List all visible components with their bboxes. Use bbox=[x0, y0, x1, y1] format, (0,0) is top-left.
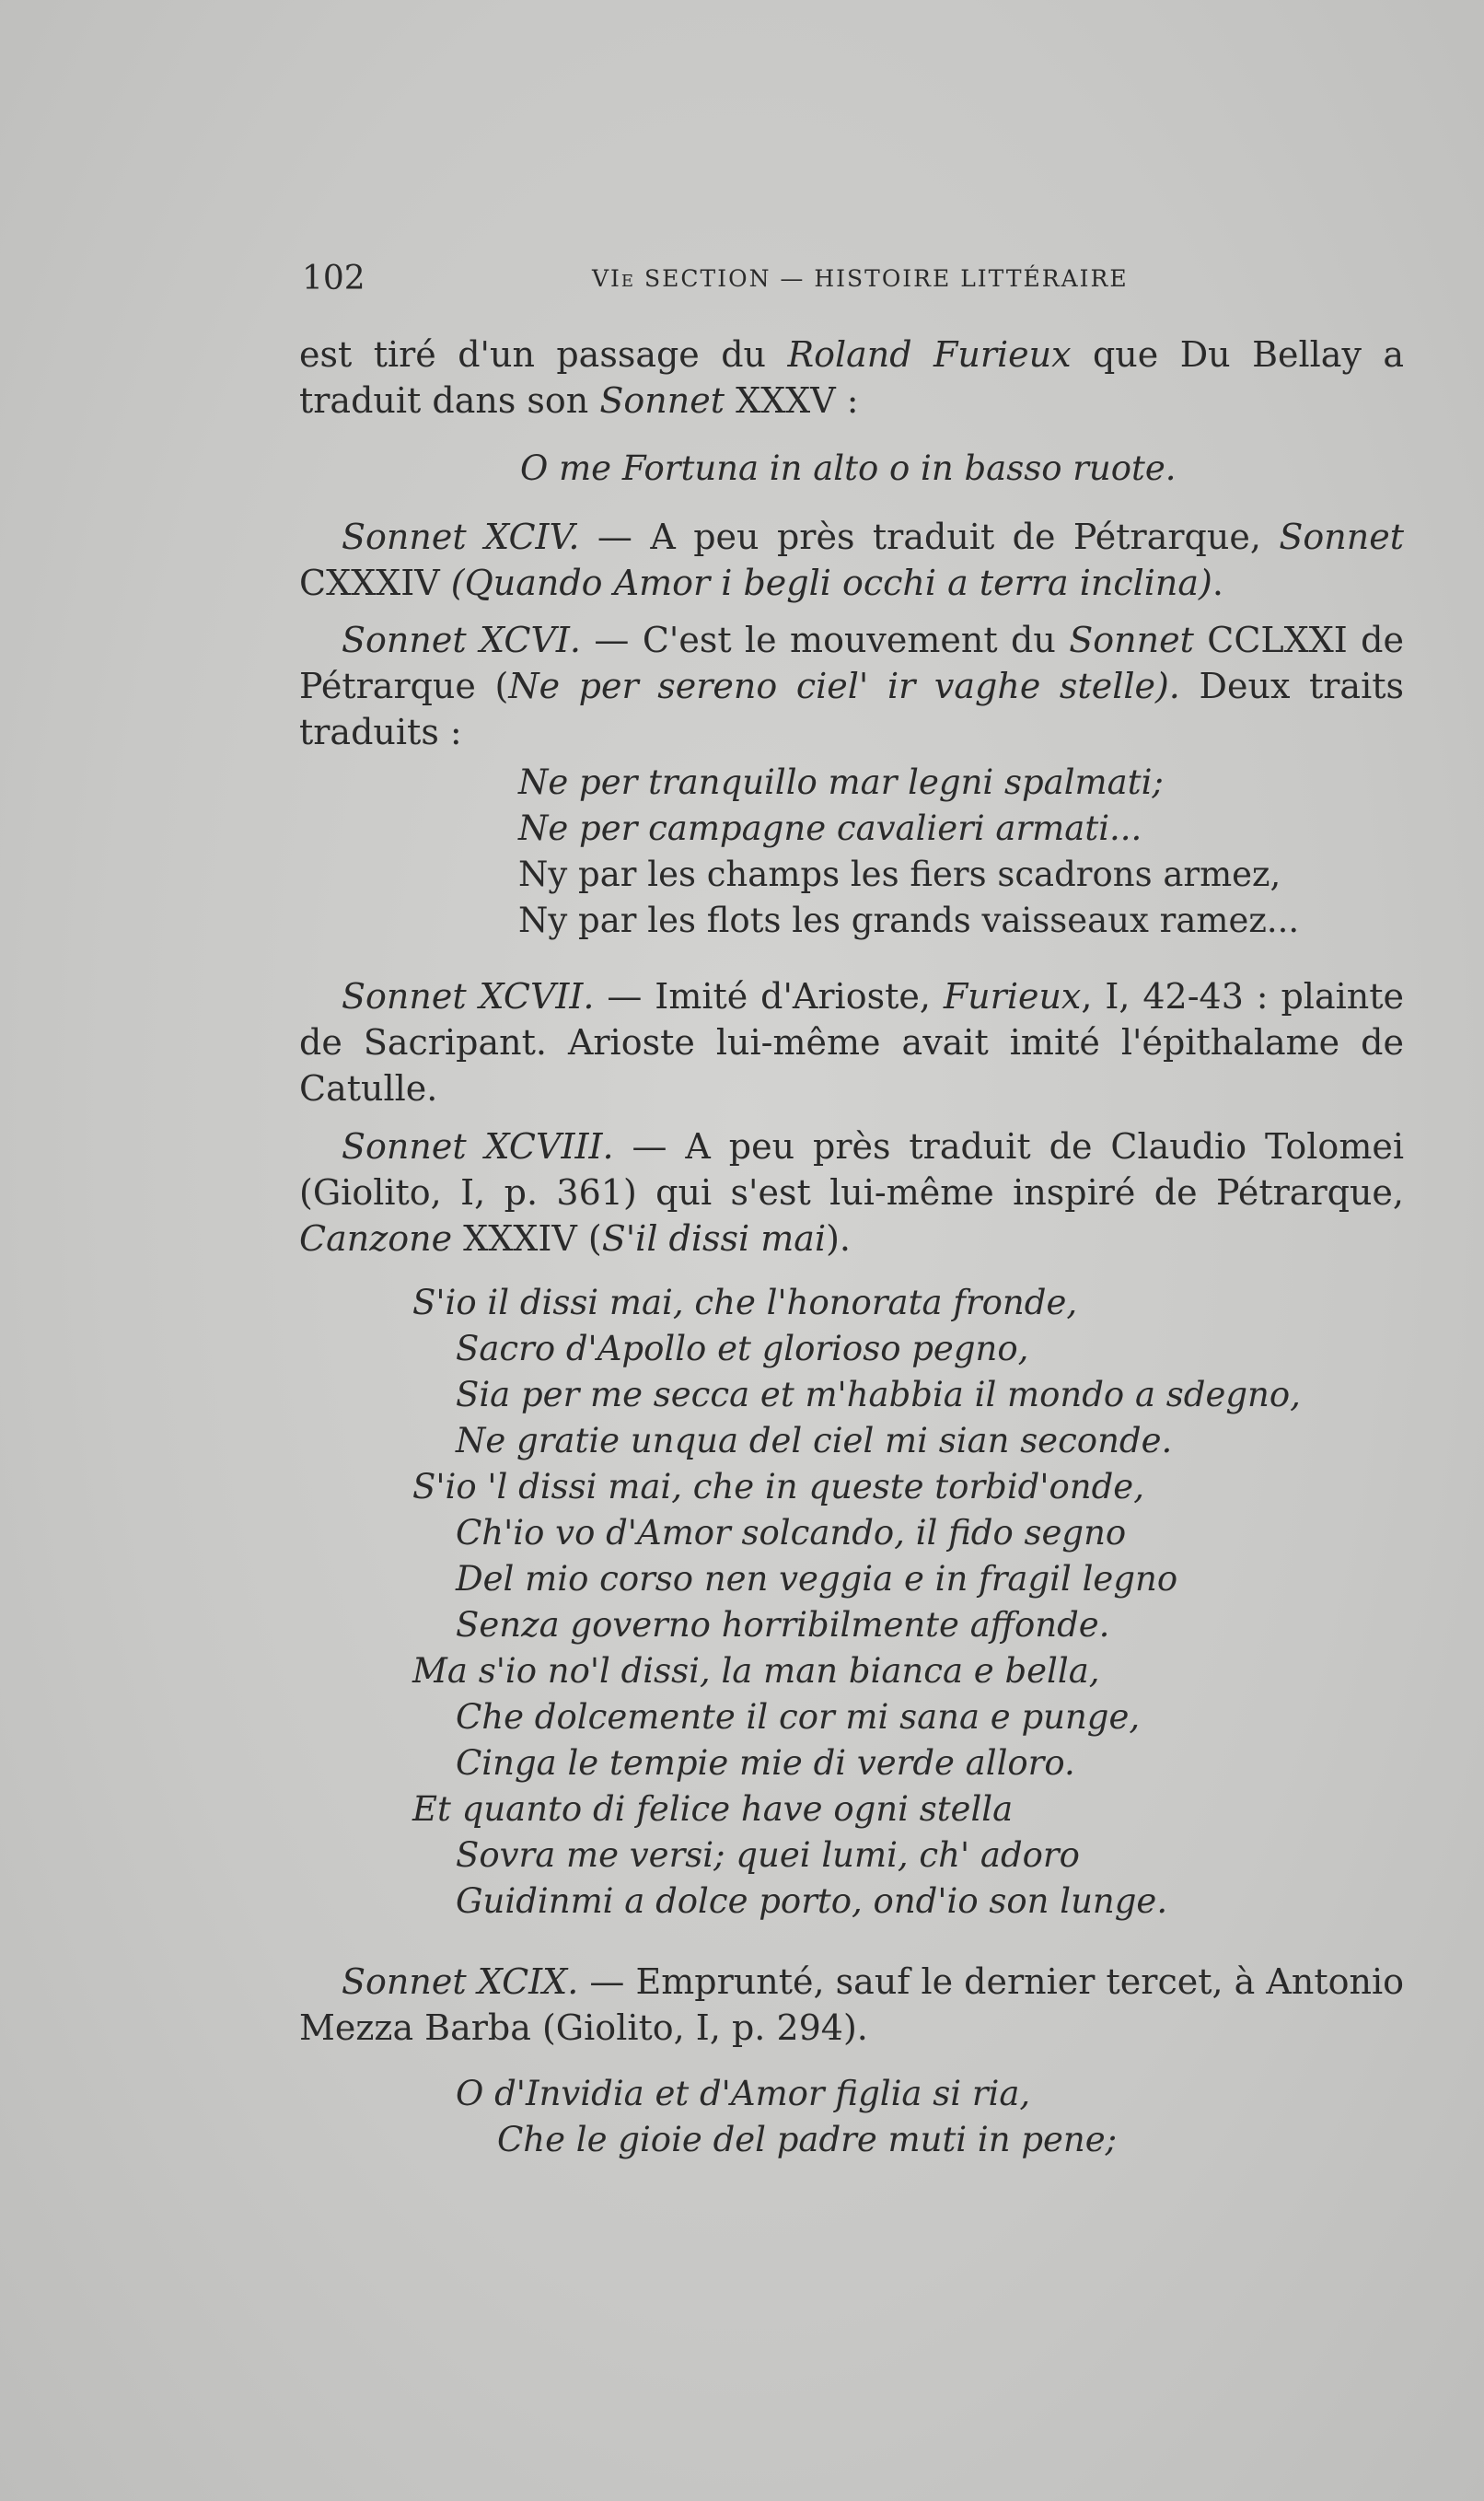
quote-line: Ny par les champs les fiers scadrons armez, bbox=[518, 855, 1281, 894]
poem-line: Che dolcemente il cor mi sana e punge, bbox=[456, 1697, 1141, 1737]
text-run: XXXV : bbox=[724, 380, 859, 421]
italic-run: Sonnet XCVIII. bbox=[342, 1126, 614, 1167]
text-run: — A peu près traduit de Pétrarque, bbox=[579, 517, 1280, 557]
paragraph-sonnet-xcvi bbox=[299, 617, 1404, 755]
running-head: VIe SECTION — HISTOIRE LITTÉRAIRE bbox=[592, 265, 1129, 292]
poem-line: Senza governo horribilmente affonde. bbox=[456, 1605, 1110, 1645]
text-run: — A peu près traduit de Claudio Tolomei (Giolito, I, p. 361) qui s'est lui-même inspiré de Pétrarque, bbox=[299, 1126, 1404, 1213]
poem-line: Del mio corso nen veggia e in fragil legno bbox=[456, 1559, 1178, 1599]
poem-line: Sovra me versi; quei lumi, ch' adoro bbox=[456, 1835, 1080, 1875]
text-run: — Emprunté, sauf le dernier tercet, à Antonio Mezza Barba (Giolito, I, p. 294). bbox=[299, 1961, 1404, 2048]
page-number: 102 bbox=[302, 260, 365, 297]
text-run: Deux traits traduits : bbox=[299, 666, 1404, 752]
poem-line: S'io 'l dissi mai, che in queste torbid'onde, bbox=[412, 1467, 1144, 1506]
text-run: CCLXXI de Pétrarque ( bbox=[299, 620, 1404, 706]
poem-line: Cinga le tempie mie di verde alloro. bbox=[456, 1743, 1075, 1783]
poem-line: Sia per me secca et m'habbia il mondo a sdegno, bbox=[456, 1375, 1301, 1414]
italic-run: Sonnet XCIV. bbox=[342, 517, 580, 557]
italic-run: S'il dissi mai bbox=[601, 1218, 827, 1259]
italic-run: (Quando Amor i begli occhi a terra inclina) bbox=[450, 563, 1212, 603]
text-run: CXXXIV bbox=[299, 563, 451, 603]
paragraph-sonnet-xcvii bbox=[299, 973, 1404, 1111]
poem-line: S'io il dissi mai, che l'honorata fronde, bbox=[412, 1283, 1078, 1322]
paragraph-roland-furieux bbox=[299, 332, 1404, 424]
paragraph-sonnet-xciv bbox=[299, 514, 1404, 606]
italic-run: Roland Furieux bbox=[787, 334, 1072, 375]
text-run: ). bbox=[826, 1218, 852, 1259]
italic-run: Sonnet bbox=[599, 380, 725, 421]
poem-line: Ma s'io no'l dissi, la man bianca e bella, bbox=[412, 1651, 1100, 1691]
paragraph-sonnet-xcix bbox=[299, 1959, 1404, 2051]
quote-line: Che le gioie del padre muti in pene; bbox=[497, 2120, 1118, 2159]
quote-line: O me Fortuna in alto o in basso ruote. bbox=[520, 448, 1177, 488]
text-run: , I, 42-43 : plainte de Sacripant. Arioste lui-même avait imité l'épithalame de Catulle. bbox=[299, 976, 1404, 1109]
poem-line: Ne gratie unqua del ciel mi sian seconde. bbox=[456, 1421, 1173, 1460]
italic-run: Ne per sereno ciel' ir vaghe stelle). bbox=[508, 666, 1180, 706]
page-header bbox=[302, 260, 1407, 306]
poem-line: Sacro d'Apollo et glorioso pegno, bbox=[456, 1329, 1029, 1368]
paragraph-sonnet-xcviii bbox=[299, 1123, 1404, 1262]
text-run: est tiré d'un passage du bbox=[299, 334, 788, 375]
poem-line: Guidinmi a dolce porto, ond'io son lunge. bbox=[456, 1881, 1168, 1921]
text-run: que Du Bellay a traduit dans son bbox=[299, 334, 1404, 421]
quote-line: O d'Invidia et d'Amor figlia si ria, bbox=[456, 2074, 1031, 2113]
italic-run: Sonnet bbox=[1069, 620, 1194, 660]
poem-line: Ch'io vo d'Amor solcando, il fido segno bbox=[456, 1513, 1127, 1553]
italic-run: Sonnet XCVII. bbox=[342, 976, 595, 1017]
text-run: . bbox=[1212, 563, 1223, 603]
quote-line: Ny par les flots les grands vaisseaux ramez... bbox=[518, 901, 1300, 940]
quote-line: Ne per tranquillo mar legni spalmati; bbox=[518, 762, 1164, 802]
text-run: — C'est le mouvement du bbox=[581, 620, 1070, 660]
text-run: XXXIV ( bbox=[452, 1218, 602, 1259]
italic-run: Canzone bbox=[299, 1218, 453, 1259]
quote-line: Ne per campagne cavalieri armati... bbox=[518, 808, 1142, 848]
italic-run: Furieux bbox=[943, 976, 1082, 1017]
italic-run: Sonnet XCIX. bbox=[342, 1961, 579, 2002]
poem-line: Et quanto di felice have ogni stella bbox=[412, 1789, 1014, 1829]
text-run: — Imité d'Arioste, bbox=[594, 976, 944, 1017]
italic-run: Sonnet XCVI. bbox=[342, 620, 582, 660]
italic-run: Sonnet bbox=[1279, 517, 1404, 557]
